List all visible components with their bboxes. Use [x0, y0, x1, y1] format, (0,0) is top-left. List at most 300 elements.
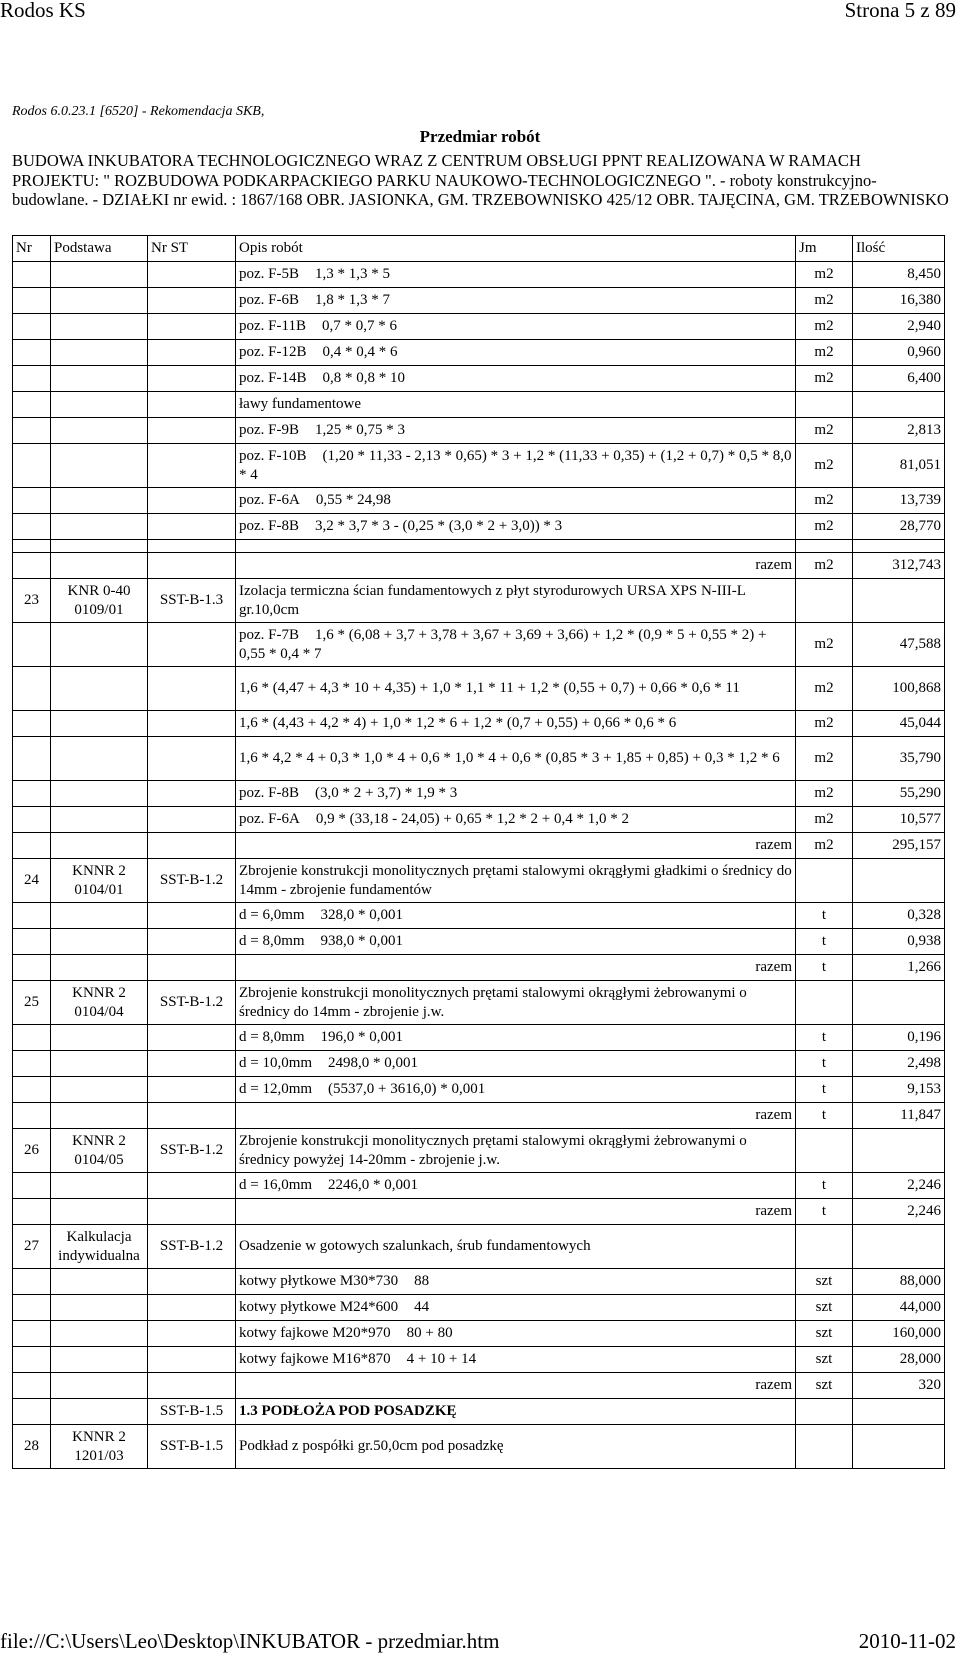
- measurement-formula: 328,0 * 0,001: [320, 907, 404, 923]
- measurement-label: poz. F-9B: [239, 422, 299, 438]
- measurement-label: poz. F-6A: [239, 811, 300, 827]
- measurement-nr-cell: [13, 1173, 51, 1199]
- measurement-description: [236, 366, 796, 392]
- subtotal-spec-cell: [148, 1199, 236, 1225]
- measurement-description: [236, 1347, 796, 1373]
- measurement-basis-cell: [51, 1077, 148, 1103]
- measurement-row: [13, 623, 945, 667]
- measurement-formula: 0,55 * 24,98: [315, 492, 391, 508]
- subtotal-quantity: 1,266: [853, 955, 945, 981]
- measurement-quantity: 44,000: [853, 1295, 945, 1321]
- item-unit: [796, 579, 853, 623]
- measurement-unit: m2: [796, 623, 853, 667]
- measurement-spec-cell: [148, 1347, 236, 1373]
- measurement-row: [13, 1295, 945, 1321]
- measurement-row: [13, 1321, 945, 1347]
- measurement-formula: 1,6 * (4,47 + 4,3 * 10 + 4,35) + 1,0 * 1,1 * 11 + 1,2 * (0,55 + 0,7) + 0,66 * 0,6 * 11: [239, 680, 740, 696]
- measurement-quantity: 28,770: [853, 514, 945, 540]
- measurement-spec-cell: [148, 314, 236, 340]
- measurement-unit: t: [796, 929, 853, 955]
- measurement-basis-cell: [51, 314, 148, 340]
- measurement-unit: m2: [796, 366, 853, 392]
- measurement-row: [13, 444, 945, 488]
- subtotal-quantity: 320: [853, 1373, 945, 1399]
- subtotal-label: razem: [236, 553, 796, 579]
- measurement-nr-cell: [13, 262, 51, 288]
- measurement-formula: 1,8 * 1,3 * 7: [315, 292, 390, 308]
- measurement-quantity: 0,960: [853, 340, 945, 366]
- measurement-label: poz. F-11B: [239, 318, 306, 334]
- subtotal-row: [13, 1199, 945, 1225]
- subtotal-basis-cell: [51, 1199, 148, 1225]
- measurement-description: [236, 903, 796, 929]
- item-unit: [796, 859, 853, 903]
- item-quantity: [853, 859, 945, 903]
- measurement-unit: m2: [796, 288, 853, 314]
- measurement-spec-cell: [148, 1173, 236, 1199]
- measurement-spec-cell: [148, 1295, 236, 1321]
- subtotal-unit: t: [796, 955, 853, 981]
- measurement-row: [13, 488, 945, 514]
- item-spec-number: SST-B-1.5: [148, 1425, 236, 1469]
- measurement-formula: 1,25 * 0,75 * 3: [315, 422, 405, 438]
- measurement-spec-cell: [148, 262, 236, 288]
- subtotal-nr-cell: [13, 833, 51, 859]
- subtotal-quantity: 11,847: [853, 1103, 945, 1129]
- measurement-label: poz. F-10B: [239, 447, 307, 464]
- spacer-cell: [853, 540, 945, 553]
- measurement-label: poz. F-6A: [239, 492, 300, 508]
- measurement-unit: m2: [796, 262, 853, 288]
- subtotal-unit: t: [796, 1199, 853, 1225]
- subtotal-unit: m2: [796, 833, 853, 859]
- item-quantity: [853, 1129, 945, 1173]
- measurement-unit: m2: [796, 340, 853, 366]
- measurement-formula: 0,4 * 0,4 * 6: [322, 344, 398, 360]
- measurement-basis-cell: [51, 1347, 148, 1373]
- measurement-basis-cell: [51, 288, 148, 314]
- measurement-label: kotwy fajkowe M16*870: [239, 1351, 391, 1367]
- item-quantity: [853, 579, 945, 623]
- table-header-row: [13, 236, 945, 262]
- measurement-spec-cell: [148, 711, 236, 737]
- measurement-spec-cell: [148, 444, 236, 488]
- measurement-nr-cell: [13, 444, 51, 488]
- measurement-nr-cell: [13, 929, 51, 955]
- measurement-spec-cell: [148, 366, 236, 392]
- measurement-spec-cell: [148, 737, 236, 781]
- measurement-row: [13, 1051, 945, 1077]
- item-description: Osadzenie w gotowych szalunkach, śrub fundamentowych: [236, 1225, 796, 1269]
- item-spec-number: SST-B-1.2: [148, 1225, 236, 1269]
- subtotal-label: razem: [236, 1373, 796, 1399]
- spacer-cell: [13, 540, 51, 553]
- measurement-label: poz. F-8B: [239, 785, 299, 801]
- measurement-row: [13, 711, 945, 737]
- item-basis: KNNR 2 0104/04: [51, 981, 148, 1025]
- measurement-description: [236, 418, 796, 444]
- item-number: 23: [13, 579, 51, 623]
- measurement-quantity: 2,246: [853, 1173, 945, 1199]
- spacer-cell: [51, 540, 148, 553]
- measurement-description: [236, 929, 796, 955]
- measurement-formula: (3,0 * 2 + 3,7) * 1,9 * 3: [315, 785, 458, 801]
- measurement-basis-cell: [51, 1321, 148, 1347]
- measurement-row: [13, 1269, 945, 1295]
- measurement-basis-cell: [51, 1051, 148, 1077]
- item-number: 26: [13, 1129, 51, 1173]
- item-basis: KNNR 2 0104/05: [51, 1129, 148, 1173]
- measurement-nr-cell: [13, 488, 51, 514]
- measurement-nr-cell: [13, 711, 51, 737]
- measurement-label: poz. F-8B: [239, 518, 299, 534]
- measurement-nr-cell: [13, 1295, 51, 1321]
- bill-of-quantities-table: [12, 235, 945, 1469]
- measurement-unit: szt: [796, 1347, 853, 1373]
- measurement-quantity: 88,000: [853, 1269, 945, 1295]
- measurement-description: [236, 711, 796, 737]
- item-spec-number: SST-B-1.3: [148, 579, 236, 623]
- measurement-formula: 196,0 * 0,001: [320, 1029, 404, 1045]
- measurement-row: [13, 1347, 945, 1373]
- column-header-podstawa: Podstawa: [51, 236, 148, 262]
- subtotal-spec-cell: [148, 833, 236, 859]
- measurement-description: [236, 262, 796, 288]
- measurement-basis-cell: [51, 444, 148, 488]
- item-row: [13, 859, 945, 903]
- subtotal-row: [13, 833, 945, 859]
- measurement-quantity: 9,153: [853, 1077, 945, 1103]
- measurement-formula: 44: [414, 1299, 430, 1315]
- measurement-basis-cell: [51, 807, 148, 833]
- measurement-row: [13, 1173, 945, 1199]
- measurement-spec-cell: [148, 781, 236, 807]
- measurement-formula: 3,2 * 3,7 * 3 - (0,25 * (3,0 * 2 + 3,0)) * 3: [315, 518, 563, 534]
- section-basis-cell: [51, 1399, 148, 1425]
- measurement-spec-cell: [148, 623, 236, 667]
- measurement-basis-cell: [51, 1295, 148, 1321]
- item-number: 25: [13, 981, 51, 1025]
- measurement-quantity: 2,813: [853, 418, 945, 444]
- measurement-basis-cell: [51, 1173, 148, 1199]
- header-page-number: Strona 5 z 89: [844, 0, 956, 22]
- measurement-quantity: 0,938: [853, 929, 945, 955]
- column-header-ilosc: Ilość: [853, 236, 945, 262]
- subtotal-quantity: 312,743: [853, 553, 945, 579]
- measurement-description: [236, 737, 796, 781]
- measurement-description: [236, 1295, 796, 1321]
- item-quantity: [853, 1225, 945, 1269]
- measurement-description: [236, 514, 796, 540]
- item-row: [13, 1225, 945, 1269]
- measurement-row: [13, 667, 945, 711]
- measurement-label: d = 12,0mm: [239, 1081, 313, 1097]
- measurement-basis-cell: [51, 781, 148, 807]
- section-nr-cell: [13, 1399, 51, 1425]
- measurement-unit: m2: [796, 314, 853, 340]
- item-row: [13, 1425, 945, 1469]
- subtotal-spec-cell: [148, 553, 236, 579]
- subtotal-row: [13, 553, 945, 579]
- spacer-cell: [148, 540, 236, 553]
- footer-file-path: file://C:\Users\Leo\Desktop\INKUBATOR - przedmiar.htm: [0, 1629, 500, 1653]
- measurement-row: [13, 418, 945, 444]
- measurement-description: [236, 807, 796, 833]
- measurement-row: [13, 903, 945, 929]
- measurement-row: [13, 781, 945, 807]
- note-basis-cell: [51, 392, 148, 418]
- measurement-nr-cell: [13, 667, 51, 711]
- subtotal-label: razem: [236, 833, 796, 859]
- measurement-row: [13, 314, 945, 340]
- section-row: [13, 1399, 945, 1425]
- item-basis: Kalkulacja indywidualna: [51, 1225, 148, 1269]
- measurement-quantity: 13,739: [853, 488, 945, 514]
- measurement-row: [13, 807, 945, 833]
- measurement-unit: m2: [796, 711, 853, 737]
- measurement-quantity: 28,000: [853, 1347, 945, 1373]
- subtotal-basis-cell: [51, 1373, 148, 1399]
- measurement-row: [13, 1025, 945, 1051]
- subtotal-basis-cell: [51, 1103, 148, 1129]
- measurement-nr-cell: [13, 623, 51, 667]
- item-quantity: [853, 1425, 945, 1469]
- measurement-description: [236, 1077, 796, 1103]
- subtotal-quantity: 295,157: [853, 833, 945, 859]
- measurement-row: [13, 262, 945, 288]
- measurement-basis-cell: [51, 929, 148, 955]
- measurement-formula: 0,8 * 0,8 * 10: [322, 370, 405, 386]
- measurement-description: [236, 340, 796, 366]
- measurement-spec-cell: [148, 929, 236, 955]
- measurement-unit: szt: [796, 1321, 853, 1347]
- measurement-nr-cell: [13, 366, 51, 392]
- spacer-cell: [796, 540, 853, 553]
- measurement-description: [236, 314, 796, 340]
- measurement-nr-cell: [13, 903, 51, 929]
- measurement-label: kotwy płytkowe M24*600: [239, 1299, 399, 1315]
- measurement-nr-cell: [13, 340, 51, 366]
- note-spec-cell: [148, 392, 236, 418]
- section-spec-number: SST-B-1.5: [148, 1399, 236, 1425]
- subtotal-label: razem: [236, 1199, 796, 1225]
- measurement-description: [236, 781, 796, 807]
- measurement-unit: t: [796, 1051, 853, 1077]
- measurement-basis-cell: [51, 737, 148, 781]
- measurement-spec-cell: [148, 1321, 236, 1347]
- section-unit-cell: [796, 1399, 853, 1425]
- measurement-unit: t: [796, 1025, 853, 1051]
- measurement-nr-cell: [13, 314, 51, 340]
- measurement-nr-cell: [13, 737, 51, 781]
- measurement-label: poz. F-5B: [239, 266, 299, 282]
- measurement-description: [236, 667, 796, 711]
- measurement-quantity: 2,940: [853, 314, 945, 340]
- measurement-quantity: 81,051: [853, 444, 945, 488]
- measurement-label: d = 8,0mm: [239, 1029, 305, 1045]
- measurement-row: [13, 514, 945, 540]
- document-title: Przedmiar robót: [419, 127, 541, 146]
- subtotal-nr-cell: [13, 955, 51, 981]
- measurement-basis-cell: [51, 903, 148, 929]
- measurement-row: [13, 340, 945, 366]
- measurement-spec-cell: [148, 807, 236, 833]
- measurement-row: [13, 737, 945, 781]
- measurement-nr-cell: [13, 1077, 51, 1103]
- measurement-label: kotwy fajkowe M20*970: [239, 1325, 391, 1341]
- project-description: BUDOWA INKUBATORA TECHNOLOGICZNEGO WRAZ Z CENTRUM OBSŁUGI PPNT REALIZOWANA W RAMACH PROJEKTU: " ROZBUDOWA PODKARPACKIEGO PARKU NAUKOWO-TECHNOLOGICZNEGO ". - roboty konstrukcyjno-budowlane. - DZIAŁKI nr ewid. : 1867/168 OBR. JASIONKA, GM. TRZEBOWNISKO 425/12 OBR. TAJĘCINA, GM. TRZEBOWNISKO: [12, 151, 949, 209]
- section-title: 1.3 PODŁOŻA POD POSADZKĘ: [236, 1399, 796, 1425]
- measurement-nr-cell: [13, 418, 51, 444]
- measurement-basis-cell: [51, 667, 148, 711]
- section-quantity-cell: [853, 1399, 945, 1425]
- measurement-basis-cell: [51, 366, 148, 392]
- measurement-label: d = 16,0mm: [239, 1177, 313, 1193]
- column-header-jm: Jm: [796, 236, 853, 262]
- measurement-unit: t: [796, 1173, 853, 1199]
- measurement-quantity: 47,588: [853, 623, 945, 667]
- measurement-description: [236, 488, 796, 514]
- measurement-spec-cell: [148, 1077, 236, 1103]
- measurement-unit: t: [796, 903, 853, 929]
- measurement-nr-cell: [13, 1269, 51, 1295]
- subtotal-quantity: 2,246: [853, 1199, 945, 1225]
- item-description: Zbrojenie konstrukcji monolitycznych prętami stalowymi okrągłymi gładkimi o średnicy do 14mm - zbrojenie fundamentów: [236, 859, 796, 903]
- measurement-spec-cell: [148, 667, 236, 711]
- measurement-spec-cell: [148, 1051, 236, 1077]
- measurement-row: [13, 929, 945, 955]
- measurement-basis-cell: [51, 340, 148, 366]
- measurement-label: poz. F-14B: [239, 370, 307, 386]
- measurement-spec-cell: [148, 514, 236, 540]
- measurement-description: [236, 1173, 796, 1199]
- item-unit: [796, 1425, 853, 1469]
- measurement-unit: m2: [796, 514, 853, 540]
- measurement-basis-cell: [51, 418, 148, 444]
- software-version: Rodos 6.0.23.1 [6520] - Rekomendacja SKB,: [12, 104, 265, 119]
- measurement-formula: 88: [414, 1273, 430, 1289]
- item-description: Izolacja termiczna ścian fundamentowych z płyt styrodurowych URSA XPS N-III-L gr.10,0cm: [236, 579, 796, 623]
- measurement-formula: 4 + 10 + 14: [406, 1351, 477, 1367]
- measurement-description: [236, 288, 796, 314]
- subtotal-label: razem: [236, 1103, 796, 1129]
- measurement-row: [13, 1077, 945, 1103]
- measurement-label: d = 6,0mm: [239, 907, 305, 923]
- measurement-description: [236, 623, 796, 667]
- measurement-formula: (1,20 * 11,33 - 2,13 * 0,65) * 3 + 1,2 * (11,33 + 0,35) + (1,2 + 0,7) * 0,5 * 8,0 * 4: [239, 447, 792, 483]
- subtotal-basis-cell: [51, 553, 148, 579]
- item-basis: KNNR 2 0104/01: [51, 859, 148, 903]
- item-unit: [796, 981, 853, 1025]
- item-basis: KNR 0-40 0109/01: [51, 579, 148, 623]
- measurement-basis-cell: [51, 623, 148, 667]
- item-number: 28: [13, 1425, 51, 1469]
- measurement-description: [236, 1051, 796, 1077]
- measurement-quantity: 6,400: [853, 366, 945, 392]
- measurement-description: [236, 444, 796, 488]
- measurement-unit: m2: [796, 444, 853, 488]
- note-row: [13, 392, 945, 418]
- measurement-quantity: 160,000: [853, 1321, 945, 1347]
- subtotal-nr-cell: [13, 1373, 51, 1399]
- item-row: [13, 579, 945, 623]
- item-unit: [796, 1225, 853, 1269]
- measurement-spec-cell: [148, 903, 236, 929]
- column-header-nrst: Nr ST: [148, 236, 236, 262]
- measurement-quantity: 45,044: [853, 711, 945, 737]
- measurement-quantity: 35,790: [853, 737, 945, 781]
- subtotal-label: razem: [236, 955, 796, 981]
- measurement-quantity: 2,498: [853, 1051, 945, 1077]
- header-app-name: Rodos KS: [0, 0, 86, 22]
- measurement-label: poz. F-7B: [239, 626, 299, 643]
- measurement-formula: (5537,0 + 3616,0) * 0,001: [328, 1081, 486, 1097]
- subtotal-row: [13, 955, 945, 981]
- measurement-formula: 1,6 * 4,2 * 4 + 0,3 * 1,0 * 4 + 0,6 * 1,0 * 4 + 0,6 * (0,85 * 3 + 1,85 + 0,85) + 0,3 * 1,2 * 6: [239, 750, 780, 766]
- item-spec-number: SST-B-1.2: [148, 859, 236, 903]
- measurement-formula: 2498,0 * 0,001: [328, 1055, 419, 1071]
- measurement-label: kotwy płytkowe M30*730: [239, 1273, 399, 1289]
- measurement-nr-cell: [13, 807, 51, 833]
- measurement-label: poz. F-6B: [239, 292, 299, 308]
- measurement-formula: 2246,0 * 0,001: [328, 1177, 419, 1193]
- measurement-quantity: 16,380: [853, 288, 945, 314]
- item-unit: [796, 1129, 853, 1173]
- note-nr-cell: [13, 392, 51, 418]
- note-quantity-cell: [853, 392, 945, 418]
- measurement-unit: szt: [796, 1269, 853, 1295]
- measurement-spec-cell: [148, 288, 236, 314]
- subtotal-unit: szt: [796, 1373, 853, 1399]
- subtotal-spec-cell: [148, 1373, 236, 1399]
- item-spec-number: SST-B-1.2: [148, 981, 236, 1025]
- measurement-basis-cell: [51, 514, 148, 540]
- measurement-quantity: 100,868: [853, 667, 945, 711]
- measurement-spec-cell: [148, 340, 236, 366]
- measurement-unit: m2: [796, 807, 853, 833]
- note-text: ławy fundamentowe: [236, 392, 796, 418]
- measurement-label: d = 8,0mm: [239, 933, 305, 949]
- measurement-description: [236, 1025, 796, 1051]
- measurement-nr-cell: [13, 1347, 51, 1373]
- measurement-description: [236, 1269, 796, 1295]
- item-description: Zbrojenie konstrukcji monolitycznych prętami stalowymi okrągłymi żebrowanymi o średnicy powyżej 14-20mm - zbrojenie j.w.: [236, 1129, 796, 1173]
- measurement-label: poz. F-12B: [239, 344, 307, 360]
- item-row: [13, 981, 945, 1025]
- measurement-quantity: 0,328: [853, 903, 945, 929]
- measurement-unit: t: [796, 1077, 853, 1103]
- spacer-cell: [236, 540, 796, 553]
- item-basis: KNNR 2 1201/03: [51, 1425, 148, 1469]
- table-body: [13, 262, 945, 1469]
- measurement-description: [236, 1321, 796, 1347]
- measurement-spec-cell: [148, 1025, 236, 1051]
- measurement-formula: 1,6 * (6,08 + 3,7 + 3,78 + 3,67 + 3,69 + 3,66) + 1,2 * (0,9 * 5 + 0,55 * 2) + 0,55 * 0,4 * 7: [239, 626, 767, 662]
- measurement-formula: 1,3 * 1,3 * 5: [315, 266, 390, 282]
- measurement-formula: 0,9 * (33,18 - 24,05) + 0,65 * 1,2 * 2 + 0,4 * 1,0 * 2: [315, 811, 629, 827]
- measurement-nr-cell: [13, 514, 51, 540]
- subtotal-basis-cell: [51, 955, 148, 981]
- measurement-unit: m2: [796, 488, 853, 514]
- subtotal-nr-cell: [13, 553, 51, 579]
- item-quantity: [853, 981, 945, 1025]
- measurement-row: [13, 288, 945, 314]
- measurement-nr-cell: [13, 1321, 51, 1347]
- measurement-basis-cell: [51, 1269, 148, 1295]
- measurement-unit: m2: [796, 667, 853, 711]
- measurement-nr-cell: [13, 781, 51, 807]
- measurement-spec-cell: [148, 418, 236, 444]
